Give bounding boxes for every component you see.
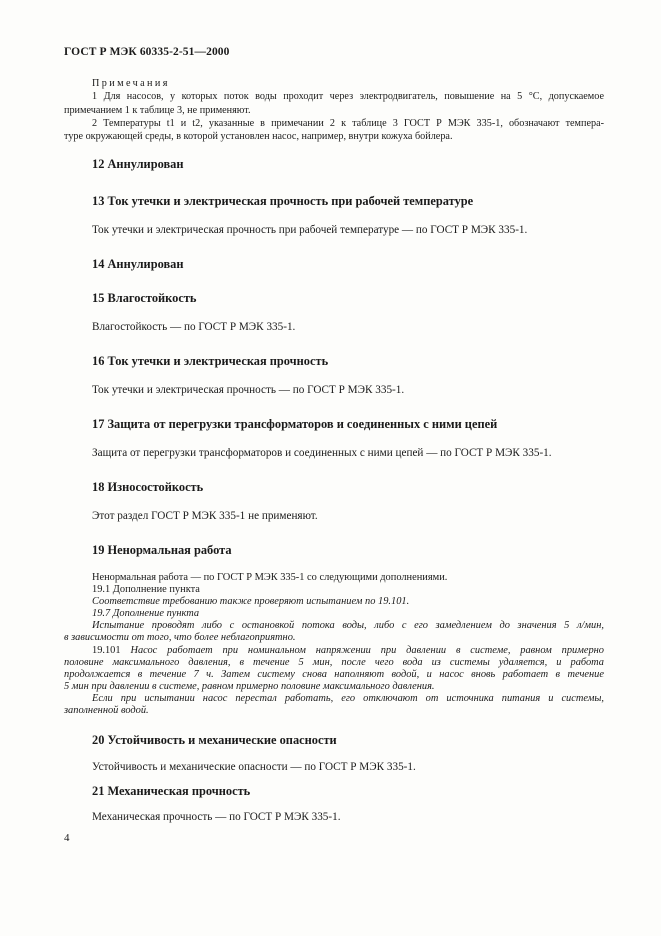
section-15-text: Влагостойкость — по ГОСТ Р МЭК 335-1. bbox=[92, 321, 296, 333]
notes-title: Примечания bbox=[92, 78, 170, 89]
section-16-text: Ток утечки и электрическая прочность — по ГОСТ Р МЭК 335-1. bbox=[92, 384, 405, 396]
section-18-heading: 18 Износостойкость bbox=[92, 480, 204, 494]
note-1-line-1: 1 Для насосов, у которых поток воды проходит через электродвигатель, повышение на 5 °С, допускаемое bbox=[92, 91, 604, 103]
section-20-text: Устойчивость и механические опасности — по ГОСТ Р МЭК 335-1. bbox=[92, 761, 416, 773]
section-17-text: Защита от перегрузки трансформаторов и соединенных с ними цепей — по ГОСТ Р МЭК 335-1. bbox=[92, 447, 552, 459]
page-number: 4 bbox=[64, 832, 70, 844]
s19-line-6: в зависимости от того, что более неблагоприятно. bbox=[64, 632, 296, 644]
s19-line-7 bbox=[64, 645, 604, 657]
s19-line-3: Соответствие требованию также проверяют испытанием по 19.101. bbox=[92, 596, 410, 608]
section-21-text: Механическая прочность — по ГОСТ Р МЭК 335-1. bbox=[92, 811, 341, 823]
s19-line-7-number: 19.101 bbox=[92, 644, 131, 656]
s19-line-7-text: Насос работает при номинальном напряжении при давлении в системе, равном примерно bbox=[130, 644, 604, 656]
section-17-heading: 17 Защита от перегрузки трансформаторов и соединенных с ними цепей bbox=[92, 417, 498, 431]
s19-line-1: Ненормальная работа — по ГОСТ Р МЭК 335-1 со следующими дополнениями. bbox=[92, 572, 448, 583]
s19-line-2: 19.1 Дополнение пункта bbox=[92, 584, 200, 596]
section-16-heading: 16 Ток утечки и электрическая прочность bbox=[92, 354, 329, 368]
section-18-text: Этот раздел ГОСТ Р МЭК 335-1 не применяют. bbox=[92, 510, 318, 522]
s19-line-5: Испытание проводят либо с остановкой потока воды, либо с его замедлением до значения 5 л/мин, bbox=[92, 620, 604, 632]
section-19-heading: 19 Ненормальная работа bbox=[92, 543, 232, 557]
document-header: ГОСТ Р МЭК 60335-2-51—2000 bbox=[64, 46, 230, 58]
s19-line-12: заполненной водой. bbox=[64, 705, 149, 717]
section-19-body bbox=[64, 572, 604, 717]
section-13-text: Ток утечки и электрическая прочность при рабочей температуре — по ГОСТ Р МЭК 335-1. bbox=[92, 224, 528, 236]
note-1-line-2: примечанием 1 к таблице 3, не применяют. bbox=[64, 104, 251, 116]
note-2-line-2: туре окружающей среды, в которой установлен насос, например, внутри кожуха бойлера. bbox=[64, 131, 453, 143]
s19-line-11: Если при испытании насос перестал работать, его отключают от источника питания и системы, bbox=[92, 692, 604, 704]
s19-line-9: продолжается в течение 7 ч. Затем систему снова наполняют водой, и насос вновь работает в течение bbox=[64, 668, 604, 680]
s19-line-8: половине максимального давления, в течение 5 мин, после чего вода из системы удаляется, и работа bbox=[64, 656, 604, 668]
section-21-heading: 21 Механическая прочность bbox=[92, 784, 251, 798]
section-14-heading: 14 Аннулирован bbox=[92, 257, 184, 271]
s19-line-10: 5 мин при давлении в системе, равном примерно половине максимального давления. bbox=[64, 680, 435, 692]
s19-line-4: 19.7 Дополнение пункта bbox=[92, 608, 200, 620]
section-15-heading: 15 Влагостойкость bbox=[92, 291, 197, 305]
section-13-heading: 13 Ток утечки и электрическая прочность при рабочей температуре bbox=[92, 194, 474, 208]
notes-block bbox=[64, 77, 604, 143]
section-20-heading: 20 Устойчивость и механические опасности bbox=[92, 733, 337, 747]
note-2-line-1: 2 Температуры t1 и t2, указанные в примечании 2 к таблице 3 ГОСТ Р МЭК 335-1, обозначают темпера- bbox=[92, 117, 604, 129]
section-12-heading: 12 Аннулирован bbox=[92, 157, 184, 171]
